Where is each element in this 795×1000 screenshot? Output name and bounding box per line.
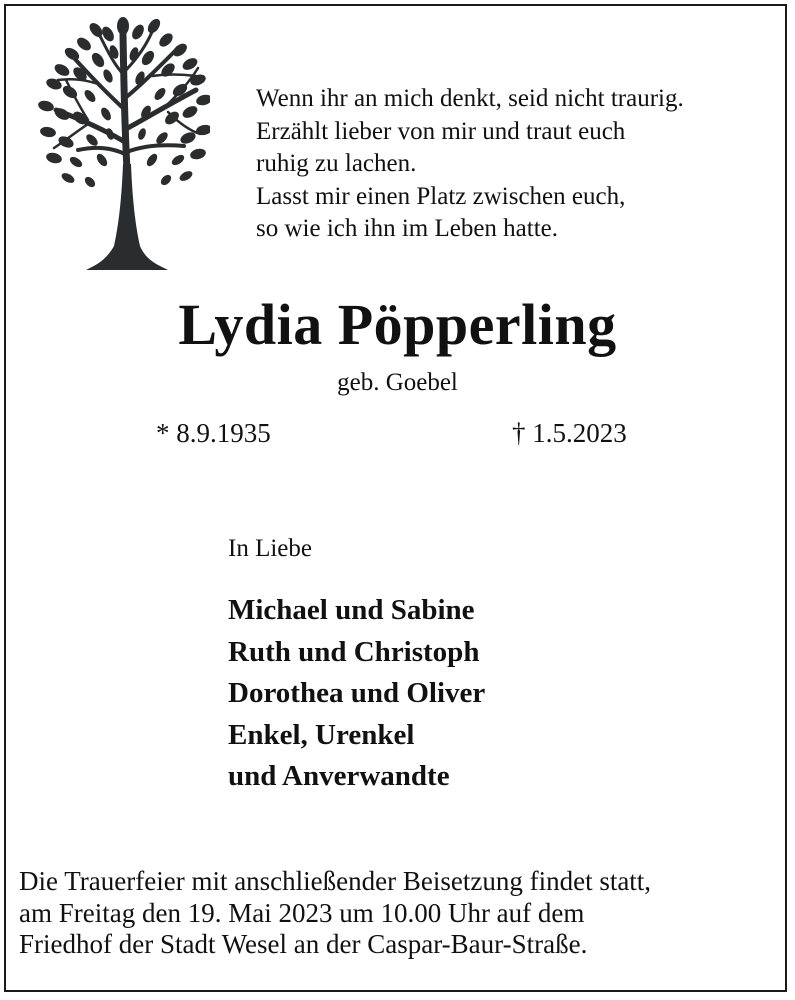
notice-line: am Freitag den 19. Mai 2023 um 10.00 Uhr auf dem [19,897,585,928]
birth-date: * 8.9.1935 [156,418,271,448]
deceased-name: Lydia Pöpperling [178,292,617,357]
poem-line: Wenn ihr an mich denkt, seid nicht traurig. [256,85,684,112]
poem-line: Lasst mir einen Platz zwischen euch, [256,182,626,210]
notice-line: Die Trauerfeier mit anschließender Beisetzung findet statt, [19,866,652,896]
mourner-line: und Anverwandte [228,760,450,792]
mourner-line: Dorothea und Oliver [228,677,486,709]
poem-line: Erzählt lieber von mir und traut euch [256,117,626,145]
mourner-line: Enkel, Urenkel [228,718,415,751]
funeral-notice [19,866,789,961]
poem-line: so wie ich ihn im Leben hatte. [256,215,559,242]
poem [256,83,776,246]
mourner-line: Michael und Sabine [228,594,475,626]
notice-line: Friedhof der Stadt Wesel an der Caspar-Baur-Straße. [19,929,588,959]
death-date: † 1.5.2023 [512,418,627,448]
mourner-line: Ruth und Christoph [228,635,480,668]
tree-icon [28,14,210,276]
mourners-list [228,590,485,798]
poem-line: ruhig zu lachen. [256,150,417,177]
closing-phrase: In Liebe [228,535,312,562]
maiden-name: geb. Goebel [337,369,458,396]
